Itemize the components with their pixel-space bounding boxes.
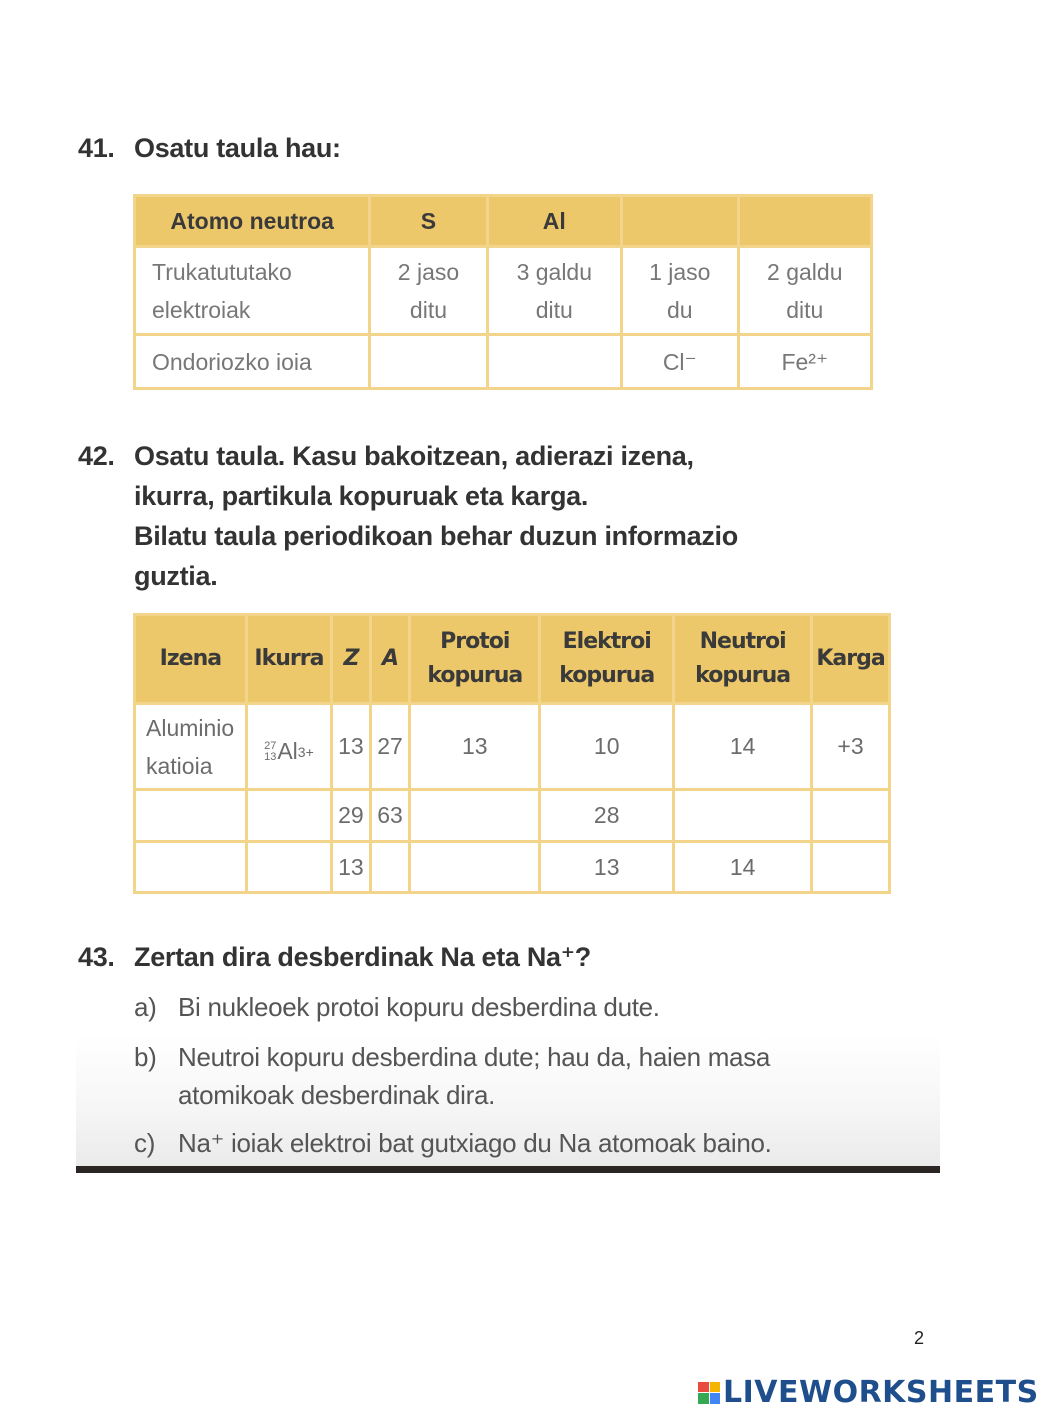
answer-option-c[interactable] <box>134 1124 772 1162</box>
table-42-header-cell: Elektroi kopurua <box>540 615 674 704</box>
table-42-izena-cell: Aluminio katioia <box>135 704 247 790</box>
table-41-cell: Cl⁻ <box>621 335 738 389</box>
answer-option-label: a) <box>134 992 157 1022</box>
isotope-numbers <box>264 741 276 763</box>
ion-charge: 3+ <box>297 743 314 760</box>
table-42-row <box>135 842 890 893</box>
table-41-cell: 1 jaso du <box>621 247 738 335</box>
question-43-text: Zertan dira desberdinak Na eta Na⁺? <box>134 942 591 972</box>
table-42-cell: 29 <box>332 790 371 842</box>
table-42-cell: 27 <box>370 704 410 790</box>
question-42-line: ikurra, partikula kopuruak eta karga. <box>134 481 589 511</box>
table-42-cell: +3 <box>812 704 890 790</box>
answer-option-text: atomikoak desberdinak dira. <box>178 1080 496 1110</box>
table-42-cell: 10 <box>540 704 674 790</box>
divider-bar <box>76 1166 940 1173</box>
table-42-header-cell: Neutroi kopurua <box>674 615 812 704</box>
question-41-number: 41. <box>78 133 115 163</box>
table-41-cell: Fe²⁺ <box>738 335 871 389</box>
table-42-cell: 13 <box>540 842 674 893</box>
table-42-header-cell: Karga <box>812 615 890 704</box>
question-42-line: guztia. <box>134 561 218 591</box>
table-42-input-cell[interactable] <box>812 790 890 842</box>
table-42-header-cell: A <box>370 615 410 704</box>
question-42-line: Osatu taula. Kasu bakoitzean, adierazi izena, <box>134 441 694 471</box>
table-41 <box>133 194 873 390</box>
table-42-cell: 28 <box>540 790 674 842</box>
table-41-cell: 2 galdu ditu <box>738 247 871 335</box>
answer-option-text: Bi nukleoek protoi kopuru desberdina dute. <box>178 992 660 1022</box>
table-42-cell: 14 <box>674 842 812 893</box>
answer-option-label: c) <box>134 1128 156 1158</box>
question-42-number: 42. <box>78 441 115 471</box>
table-42-ikurra-cell <box>246 704 331 790</box>
table-41-input-cell[interactable] <box>487 335 621 389</box>
table-42-header-cell: Z <box>332 615 371 704</box>
table-42-input-cell[interactable] <box>370 842 410 893</box>
question-42-text <box>134 476 738 596</box>
table-41-input-cell[interactable] <box>370 335 487 389</box>
table-42-cell: 13 <box>332 704 371 790</box>
table-41-row <box>135 335 872 389</box>
question-41-title <box>78 128 341 168</box>
table-42-cell: 14 <box>674 704 812 790</box>
atomic-number: 13 <box>264 750 277 763</box>
question-43-number: 43. <box>78 942 115 972</box>
table-41-header-cell <box>621 196 738 247</box>
element-symbol: Al <box>277 738 298 765</box>
table-42-input-cell[interactable] <box>812 842 890 893</box>
table-42-input-cell[interactable] <box>246 842 331 893</box>
answer-option-text: Neutroi kopuru desberdina dute; hau da, haien masa <box>178 1042 771 1072</box>
table-41-header-row <box>135 196 872 247</box>
table-42-header-cell: Protoi kopurua <box>410 615 540 704</box>
table-41-row-label: Ondoriozko ioia <box>135 335 370 389</box>
answer-option-b[interactable] <box>134 1038 770 1114</box>
table-41-row <box>135 247 872 335</box>
table-41-row-label: Trukatututako elektroiak <box>135 247 370 335</box>
table-42 <box>133 613 891 894</box>
table-42-input-cell[interactable] <box>135 842 247 893</box>
table-41-header-cell: Atomo neutroa <box>135 196 370 247</box>
table-41-header-cell <box>738 196 871 247</box>
table-42-cell: 13 <box>332 842 371 893</box>
answer-option-label: b) <box>134 1042 157 1072</box>
table-42-input-cell[interactable] <box>674 790 812 842</box>
table-42-row <box>135 704 890 790</box>
question-42-line: Bilatu taula periodikoan behar duzun informazio <box>134 521 738 551</box>
brand-name: LIVEWORKSHEETS <box>723 1375 1039 1410</box>
table-42-input-cell[interactable] <box>135 790 247 842</box>
question-43-title <box>78 937 591 977</box>
mass-number: 27 <box>264 739 277 752</box>
answer-option-text: Na⁺ ioiak elektroi bat gutxiago du Na atomoak baino. <box>178 1128 772 1158</box>
page-number: 2 <box>914 1328 925 1348</box>
liveworksheets-logo[interactable] <box>698 1375 1039 1410</box>
table-41-cell: 3 galdu ditu <box>487 247 621 335</box>
table-42-cell: 13 <box>410 704 540 790</box>
table-42-input-cell[interactable] <box>410 790 540 842</box>
question-42-title <box>78 436 694 476</box>
table-42-header-cell: Ikurra <box>246 615 331 704</box>
table-42-input-cell[interactable] <box>246 790 331 842</box>
answer-option-a[interactable] <box>134 988 660 1026</box>
table-42-cell: 63 <box>370 790 410 842</box>
table-41-header-cell: Al <box>487 196 621 247</box>
table-42-header-row <box>135 615 890 704</box>
table-41-cell: 2 jaso ditu <box>370 247 487 335</box>
table-42-input-cell[interactable] <box>410 842 540 893</box>
table-41-header-cell: S <box>370 196 487 247</box>
table-42-header-cell: Izena <box>135 615 247 704</box>
liveworksheets-icon <box>698 1382 720 1404</box>
isotope-symbol <box>264 738 314 765</box>
question-41-text: Osatu taula hau: <box>134 133 341 163</box>
table-42-row <box>135 790 890 842</box>
